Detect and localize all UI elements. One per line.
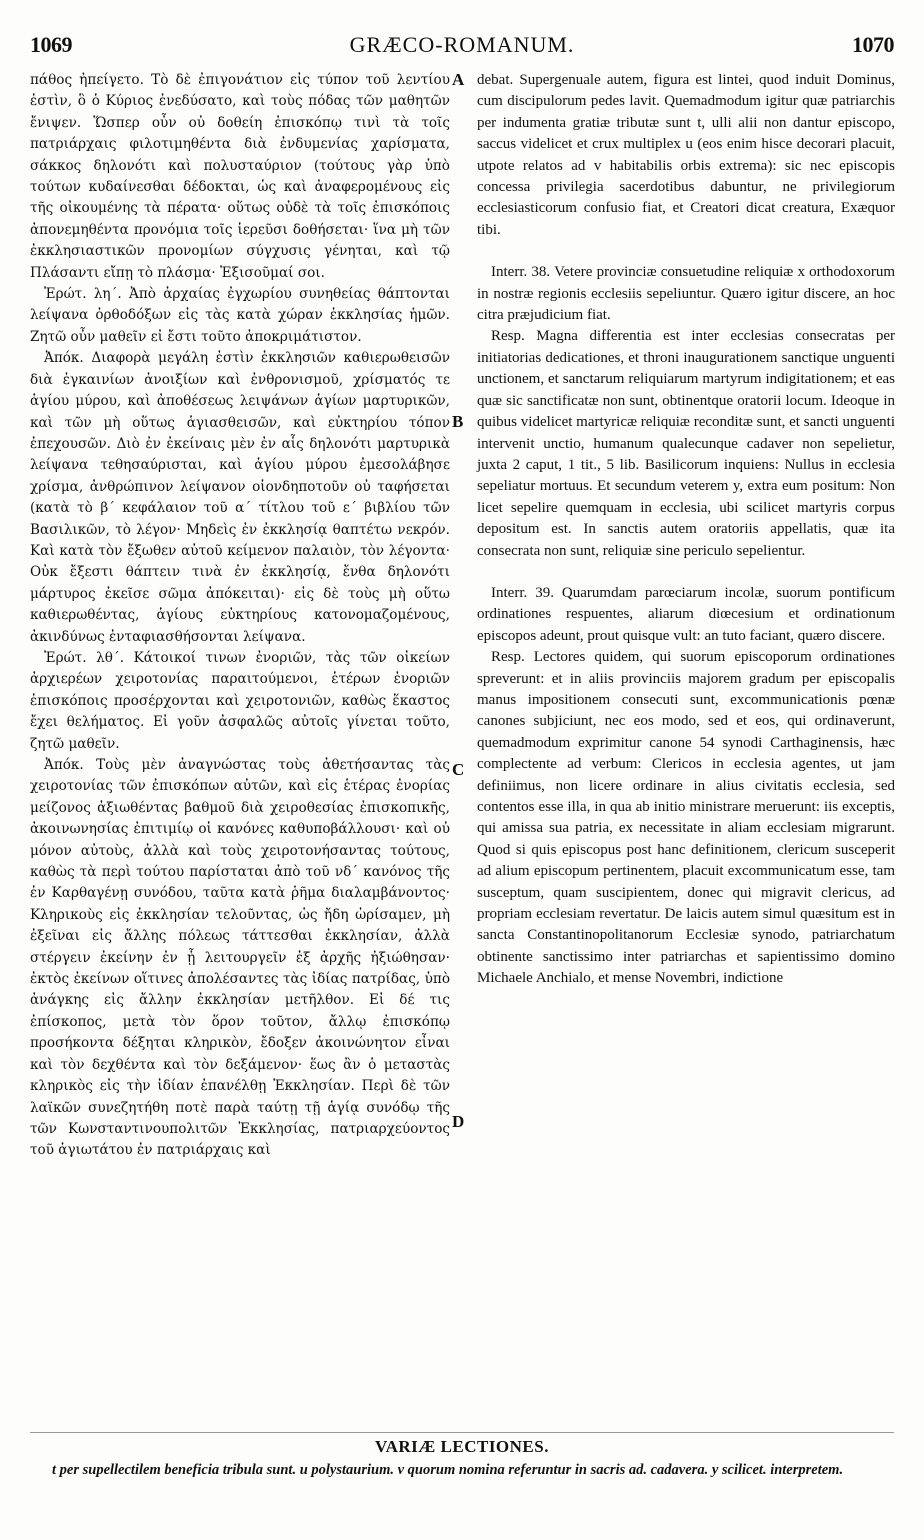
latin-paragraph: Resp. Magna differentia est inter ecclesias consecratas per initiatorias dedicationes, et throni inaugurationem sanctique unguenti unctionem, et sanctarum reliquiarum martyrum indigitationem; et eas quæ sic sanctificatæ non sunt, obtinentque oratorii locum. Ideoque in quibus videlicet martyricæ reliquiæ reconditæ sunt, et sancti unguenti intervenit unctio, humanum qualecunque cadaver non sepelietur, juxta 2 caput, 1 tit., 5 lib. Basilicorum inquiens: Nullus in ecclesia sepeliatur mortuus. Et secundum veterem y, extra eum positum: Non licet sepelire quemquam in ecclesia, ubi scilicet martyris corpus depositum est. In sanctis autem oratoriis appellatis, quæ ita consecrata non sunt, reliquiæ sine periculo sepelientur. xyxy=(477,328,895,559)
greek-paragraph: Ἐρώτ. λη΄. Ἀπὸ ἀρχαίας ἐγχωρίου συνηθείας θάπτονται λείψανα ὀρθοδόξων εἰς τὰς κατὰ χώραν ἐκκλησίας ἡμῶν. Ζητῶ οὖν μαθεῖν εἰ ἔστι τοῦτο ἀποκριμάτιστον. xyxy=(30,286,450,345)
latin-paragraph: debat. Supergenuale autem, figura est lintei, quod induit Dominus, cum discipulorum pedes lavit. Quemadmodum igitur quæ patriarchis per indumenta gratiæ tributæ sunt t, ulli alii non dantur episcopo, saccus videlicet et crux multiplex u (eos enim hisce decorari placuit, utpote relatos ad v habitabilis orbis extrema): sic nec episcopis concessa privilegia sacerdotibus dabuntur, ne privilegiorum ecclesiasticorum confusio fiat, et Creatori dicat creatura, Exæquor tibi. xyxy=(477,72,895,238)
variae-lectiones-title: VARIÆ LECTIONES. xyxy=(375,1437,549,1456)
greek-column xyxy=(30,70,450,1162)
greek-paragraph: Ἀπόκ. Διαφορὰ μεγάλη ἐστὶν ἐκκλησιῶν καθιερωθεισῶν διὰ ἐγκαινίων ἀνοιξίων καὶ ἐνθρονισμοῦ, χρίσματός τε ἁγίου μύρου, καὶ ἀποθέσεως λειψάνων ἁγίων μαρτυρικῶν, καὶ τῶν μὴ οὕτως ἁγιασθεισῶν, καὶ εὐκτηρίου τόπον ἐπεχουσῶν. Διὸ ἐν ἐκείναις μὲν ἐν αἷς δηλονότι μαρτυρικὰ λείψανα τεθησαύρισται, καὶ ἁγίου μύρου ἐμεσολάβησε χρίσμα, ἀνθρώπινον λείψανον οἱονδηποτοῦν οὐ ταφήσεται (κατὰ τὸ β΄ κεφάλαιον τοῦ α΄ τίτλου τοῦ ε΄ βιβλίου τῶν Βασιλικῶν, τὸ λέγον· Μηδεὶς ἐν ἐκκλησίᾳ θαπτέτω νεκρόν. Καὶ κατὰ τὸν ἔξωθεν αὐτοῦ κείμενον παλαιὸν, τὸν λέγοντα· Οὐκ ἔξεστι θάπτειν τινὰ ἐν ἐκκλησίᾳ, ἔνθα δηλονότι μάρτυρος ἐκεῖσε σῶμα ἀπόκειται)· εἰς δὲ τοὺς μὴ οὕτω καθιερωθέντας, ἁγίους εὐκτηρίους κατονομαζομένους, ἀκινδύνως ἐνταφιασθήσονται λείψανα. xyxy=(30,350,450,645)
latin-paragraph: Resp. Lectores quidem, qui suorum episcoporum ordinationes spreverunt: et in aliis provinciis majorem gradum per episcopalis manus impositionem consecuti sunt, excommunicationis pœnæ canones subjiciunt, nec eos modo, sed et eos, qui ordinaverunt, quemadmodum exprimitur canone 54 synodi Carthaginensis, hæc complectente ad verbum: Clericos in ecclesia agentes, ut jam definiimus, non licere ordinare in alius civitatis ecclesia, sed contentos esse illa, in qua ab initio ministrare meruerunt: iis exceptis, qui amissa sua patria, ex necessitate in aliam ecclesiam migrarunt. Quod si quis episcopus post hanc definitionem, clericum susceperit ad alium episcopum pertinentem, placuit excommunicatum esse, tam susceptum, quam suscipientem, donec qui migravit clericus, ad propriam ecclesiam revertatur. De laicis autem simul quæsitum est in sancta Constantinopolitanorum Ecclesiæ synodo, patriarchatum obtinente sanctissimo inter patriarchas et sapientissimo domino Michaele Anchialo, et mense Novembri, indictione xyxy=(477,649,895,987)
variae-lectiones-notes: t per supellectilem beneficia tribula sunt. u polystaurium. v quorum nomina referuntur in sacris ad. cadavera. y scilicet. interpretem. xyxy=(52,1462,844,1478)
page-number-right: 1070 xyxy=(852,32,894,57)
page-number-left: 1069 xyxy=(30,32,72,57)
margin-letter: A xyxy=(452,70,465,89)
margin-letter: C xyxy=(452,760,465,779)
latin-column xyxy=(477,70,895,990)
margin-letter: B xyxy=(452,412,464,431)
latin-paragraph: Interr. 39. Quarumdam parœciarum incolæ, suorum pontificum ordinationes respuentes, aliarum diœcesium et ordinationum episcopos adeunt, prout quisque vult: an tuto faciant, quæro discere. xyxy=(477,584,895,644)
latin-paragraph: Interr. 38. Vetere provinciæ consuetudine reliquiæ x orthodoxorum in nostræ regionis ecclesiis sepeliuntur. Quæro igitur discere, an hoc citra præjudicium fiat. xyxy=(477,264,895,324)
greek-paragraph: πάθος ἠπείγετο. Τὸ δὲ ἐπιγονάτιον εἰς τύπον τοῦ λεντίου ἐστὶν, ὃ ὁ Κύριος ἐνεδύσατο, καὶ τοὺς πόδας τῶν μαθητῶν ἔνιψεν. Ὥσπερ οὖν οὐ δοθείη ἐπισκόπῳ τινὶ τὰ τοῖς πατριάρχαις φιλοτιμηθέντα διὰ ἐνδυμενίας χαρίσματα, σάκκος δηλονότι καὶ πολυσταύριον (τούτους γὰρ ὑπὸ τούτων κυδαίνεσθαι δέδοκται, ὡς καὶ ἀναφερομένους εἰς τῆς οἰκουμένης τὰ πέρατα· οὕτως οὐδὲ τὰ τοῖς ἐπισκόποις ἀπονεμηθέντα προνόμια τοῖς ἱερεῦσι δοθήσεται· ἵνα μὴ τῶν ἐκκλησιαστικῶν προνομίων σύγχυσις γένηται, καὶ τῷ Πλάσαντι εἴπῃ τὸ πλάσμα· Ἐξισοῦμαί σοι. xyxy=(30,72,450,281)
running-title: GRÆCO-ROMANUM. xyxy=(349,32,575,57)
greek-paragraph: Ἐρώτ. λθ΄. Κάτοικοί τινων ἐνοριῶν, τὰς τῶν οἰκείων ἀρχιερέων χειροτονίας παραιτούμενοι, ἑτέρων ἐνοριῶν ἐπισκόποις προσέρχονται καὶ χειροτονιῶν, καθὼς ἕκαστος ἔχει θελήματος. Εἰ γοῦν ἀσφαλῶς αὐτοῖς γίνεται τοῦτο, ζητῶ μαθεῖν. xyxy=(30,649,450,752)
margin-letter: D xyxy=(452,1112,465,1131)
running-header xyxy=(30,32,894,66)
footnote-rule xyxy=(30,1432,894,1433)
greek-paragraph: Ἀπόκ. Τοὺς μὲν ἀναγνώστας τοὺς ἀθετήσαντας τὰς χειροτονίας τῶν ἐπισκόπων αὐτῶν, καὶ εἰς ἑτέρας ἐνορίας μείζονος ἀξιωθέντας βαθμοῦ διὰ χειροθεσίας ἐπισκοπικῆς, ἀκοινωνησίας ἐπιτιμίῳ οἱ κανόνες καθυποβάλλουσι· καὶ οὐ μόνον αὐτοὺς, ἀλλὰ καὶ τοὺς χειροτονήσαντας τούτους, καθὼς τὰ περὶ τούτου παρίσταται ἀπὸ τοῦ νδ΄ κανόνος τῆς ἐν Καρθαγένῃ συνόδου, ταῦτα κατὰ ῥῆμα διαλαμβάνοντος· Κληρικοὺς εἰς ἐκκλησίαν τελοῦντας, ὡς ἤδη ὡρίσαμεν, μὴ ἐξεῖναι εἰς ἄλλης πόλεως τάττεσθαι ἐκκλησίαν, ἀλλὰ στέργειν ἐκείνην ἐν ᾗ λειτουργεῖν ἐξ ἀρχῆς ἠξιώθησαν· ἐκτὸς ἐκείνων οἵτινες ἀπολέσαντες τὰς ἰδίας πατρίδας, ὑπὸ ἀνάγκης εἰς ἄλλην ἐκκλησίαν μετῆλθον. Εἰ δέ τις ἐπίσκοπος, μετὰ τὸν ὅρον τοῦτον, ἄλλῳ ἐπισκόπῳ προσήκοντα δέξηται κληρικὸν, ἔδοξεν ἀκοινώνητον εἶναι καὶ τὸν δεχθέντα καὶ τὸν δεξάμενον· ἕως ἂν ὁ μεταστὰς κληρικὸς εἰς τὴν ἰδίαν ἐπανέλθῃ Ἐκκλησίαν. Περὶ δὲ τῶν λαϊκῶν συνεζητήθη ποτὲ παρὰ ταύτῃ τῇ ἁγίᾳ συνόδῳ τῆς τῶν Κωνσταντινουπολιτῶν Ἐκκλησίας, πατριαρχεύοντος τοῦ ἁγιωτάτου ἐν πατριάρχαις καὶ xyxy=(30,757,450,1159)
